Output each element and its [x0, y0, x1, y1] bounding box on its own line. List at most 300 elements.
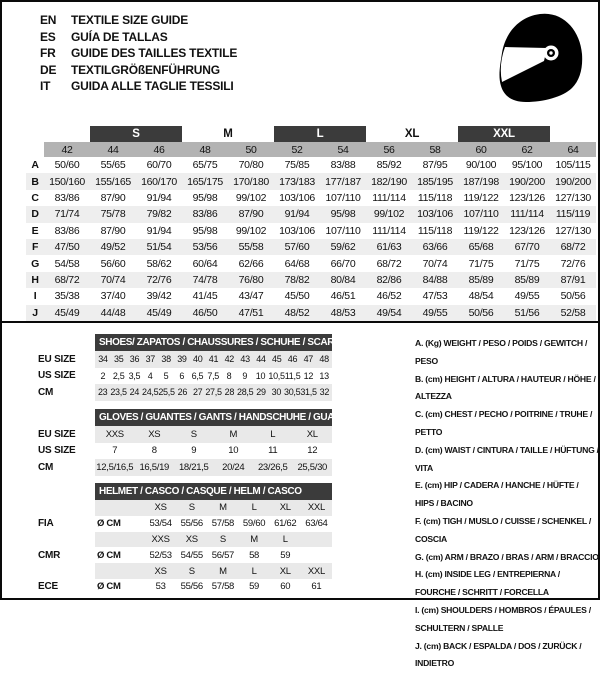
- shoes-row: [38, 368, 332, 385]
- language-title: TEXTILE SIZE GUIDE: [71, 13, 189, 27]
- textile-row-label: F: [31, 241, 39, 254]
- helmet-value: 54/55: [180, 549, 203, 561]
- shoes-value: 42: [224, 354, 234, 365]
- textile-row: [26, 206, 596, 222]
- textile-size: 42: [44, 142, 90, 157]
- legend-item: A. (Kg) WEIGHT / PESO / POIDS / GEWITCH / PESO: [415, 338, 588, 366]
- shoes-value: 36: [129, 354, 140, 365]
- textile-value: 56/60: [100, 257, 126, 270]
- shoes-row-label: EU SIZE: [38, 353, 76, 365]
- textile-value: 51/56: [514, 306, 540, 319]
- legend-item: G. (cm) ARM / BRAZO / BRAS / ARM / BRACCIO: [415, 551, 599, 562]
- legend-item: F. (cm) TIGH / MUSLO / CUISSE / SCHENKEL / COSCIA: [415, 515, 592, 544]
- shoes-value: 23,5: [110, 387, 127, 398]
- helmet-row-label-empty: [38, 563, 95, 579]
- textile-value: 64/68: [284, 257, 310, 270]
- textile-value: 99/102: [235, 191, 267, 204]
- shoes-cells: [95, 351, 332, 368]
- textile-value: 85/89: [468, 273, 494, 286]
- textile-value: 47/50: [54, 241, 80, 254]
- legend-item: I. (cm) SHOULDERS / HOMBROS / ÉPAULES / SCHULTERN / SPALLE: [415, 604, 591, 633]
- helmet-value: 53/54: [149, 518, 172, 530]
- language-title: TEXTILGRÖßENFÜHRUNG: [71, 62, 220, 77]
- textile-value: 127/130: [555, 191, 591, 204]
- textile-value: 95/98: [330, 208, 356, 221]
- shoes-value: 6,5: [191, 370, 204, 381]
- textile-value: 50/56: [560, 290, 586, 303]
- textile-size-group: XXL: [458, 126, 550, 142]
- shoes-value: 30,5: [284, 387, 301, 398]
- gloves-cells: [95, 443, 332, 460]
- helmet-size: L: [251, 565, 257, 577]
- textile-size: 58: [412, 142, 458, 157]
- textile-value: 65/68: [468, 241, 494, 254]
- textile-value: 127/130: [555, 224, 591, 237]
- helmet-title: HELMET / CASCO / CASQUE / HELM / CASCO: [99, 486, 302, 497]
- helmet-row-label-empty: [38, 532, 95, 548]
- textile-value: 103/106: [279, 224, 315, 237]
- textile-value: 59/62: [330, 241, 356, 254]
- helmet-values-cells: [95, 547, 332, 563]
- textile-row: [26, 223, 596, 239]
- shoes-row: [38, 351, 332, 368]
- textile-row-label: J: [32, 306, 38, 319]
- textile-value: 177/187: [325, 175, 361, 188]
- helmet-values-row: [38, 547, 332, 563]
- shoes-title-bar: [95, 334, 347, 351]
- helmet-size: M: [219, 502, 227, 514]
- textile-value: 107/110: [325, 191, 361, 204]
- textile-value: 50/60: [54, 159, 80, 172]
- textile-size: 46: [136, 142, 182, 157]
- textile-row-label: D: [31, 208, 39, 221]
- textile-value: 99/102: [235, 224, 267, 237]
- textile-size-table: [26, 126, 596, 321]
- textile-value: 84/88: [422, 273, 448, 286]
- textile-size: 50: [228, 142, 274, 157]
- helmet-table: [38, 483, 332, 595]
- gloves-value: 12: [307, 445, 318, 457]
- textile-value: 49/52: [100, 241, 126, 254]
- shoes-cells: [95, 368, 332, 385]
- textile-size: 60: [458, 142, 504, 157]
- textile-value: 53/56: [192, 241, 218, 254]
- helmet-values-row: [38, 579, 332, 595]
- legend-item: H. (cm) INSIDE LEG / ENTREPIERNA / FOURCHE / SCHRITT / FORCELLA: [415, 569, 560, 598]
- textile-value: 107/110: [325, 224, 361, 237]
- helmet-value: [301, 547, 332, 563]
- helmet-value: 53: [155, 581, 166, 593]
- helmet-value: 59: [280, 549, 291, 561]
- textile-value: 45/50: [284, 290, 310, 303]
- shoes-value: 27: [192, 387, 203, 398]
- language-row: [40, 45, 237, 62]
- textile-value: 68/72: [54, 273, 80, 286]
- shoes-value: 41: [208, 354, 219, 365]
- textile-value: 78/82: [284, 273, 310, 286]
- shoes-value: 24: [129, 387, 140, 398]
- language-title: GUÍA DE TALLAS: [71, 29, 168, 44]
- textile-value: 47/53: [422, 290, 448, 303]
- shoes-value: 4: [147, 370, 153, 381]
- textile-size: 48: [182, 142, 228, 157]
- textile-row: [26, 157, 596, 173]
- shoes-value: 29: [256, 387, 266, 398]
- helmet-unit-spacer: [95, 563, 145, 579]
- helmet-sizes-cells: [95, 532, 332, 548]
- shoes-title: SHOES/ ZAPATOS / CHAUSSURES / SCHUHE / SCARPE: [99, 337, 347, 348]
- helmet-value: 57/58: [211, 581, 235, 593]
- helmet-size: XXS: [151, 533, 170, 545]
- helmet-value: 61/62: [274, 518, 297, 530]
- textile-value: 49/55: [514, 290, 540, 303]
- textile-value: 39/42: [146, 290, 172, 303]
- helmet-value: 59/60: [242, 518, 266, 530]
- textile-row-label: I: [33, 290, 37, 303]
- textile-value: 83/86: [54, 191, 80, 204]
- textile-value: 190/200: [555, 175, 591, 188]
- textile-value: 46/51: [330, 290, 356, 303]
- language-code: DE: [40, 62, 57, 77]
- textile-value: 123/126: [509, 224, 545, 237]
- textile-value: 119/122: [463, 191, 499, 204]
- shoes-value: 45: [271, 354, 282, 365]
- helmet-sizes-cells: [95, 500, 332, 516]
- textile-row: [26, 305, 596, 321]
- textile-value: 111/114: [372, 191, 406, 204]
- helmet-size: XS: [154, 565, 167, 577]
- textile-value: 48/53: [330, 306, 356, 319]
- shoes-value: 8: [226, 370, 232, 381]
- shoes-value: 3,5: [128, 370, 141, 381]
- helmet-value: 55/56: [180, 581, 203, 593]
- textile-value: 75/78: [100, 208, 126, 221]
- gloves-table: [38, 409, 349, 476]
- textile-value: 150/160: [49, 175, 85, 188]
- shoes-value: 10: [255, 370, 266, 381]
- helmet-value: 63/64: [305, 518, 328, 530]
- textile-row-label: G: [31, 257, 39, 270]
- shoes-value: 44: [256, 354, 266, 365]
- helmet-standard-label: ECE: [38, 581, 58, 593]
- textile-value: 190/200: [509, 175, 545, 188]
- textile-value: 79/82: [146, 208, 172, 221]
- shoes-row: [38, 384, 332, 401]
- gloves-title-bar: [95, 409, 349, 426]
- textile-value: 46/50: [192, 306, 218, 319]
- textile-value: 67/70: [514, 241, 540, 254]
- textile-value: 71/74: [54, 208, 80, 221]
- helmet-size: S: [188, 565, 195, 577]
- shoes-value: 10,5: [268, 370, 285, 381]
- gloves-value: L: [270, 428, 276, 440]
- gloves-value: 8: [151, 445, 157, 457]
- gloves-value: M: [229, 428, 238, 440]
- textile-value: 55/65: [100, 159, 126, 172]
- legend-list: [415, 335, 599, 673]
- textile-value: 80/84: [330, 273, 356, 286]
- textile-value: 55/58: [238, 241, 264, 254]
- legend-item: J. (cm) BACK / ESPALDA / DOS / ZURÜCK / INDIETRO: [415, 640, 582, 669]
- gloves-title: GLOVES / GUANTES / GANTS / HANDSCHUHE / GUANTI: [99, 412, 349, 423]
- textile-value: 72/76: [560, 257, 586, 270]
- textile-value: 70/80: [238, 159, 264, 172]
- textile-row: [26, 190, 596, 206]
- textile-row: [26, 239, 596, 255]
- language-row: [40, 62, 237, 79]
- language-row: [40, 12, 237, 29]
- textile-row-label: C: [31, 191, 39, 204]
- textile-value: 91/94: [146, 224, 172, 237]
- textile-value: 48/54: [468, 290, 494, 303]
- textile-sizes-spacer: [26, 142, 44, 157]
- textile-value: 85/89: [514, 273, 540, 286]
- shoes-table: [38, 334, 347, 401]
- shoes-value: 40: [192, 354, 203, 365]
- shoes-value: 47: [303, 354, 313, 365]
- textile-row: [26, 288, 596, 304]
- textile-value: 82/86: [376, 273, 402, 286]
- textile-value: 111/114: [372, 224, 406, 237]
- textile-value: 87/90: [238, 208, 264, 221]
- textile-value: 60/64: [192, 257, 218, 270]
- helmet-size: XXL: [307, 565, 325, 577]
- textile-size: 64: [550, 142, 596, 157]
- language-code: IT: [40, 79, 51, 94]
- helmet-sizes-cells: [95, 563, 332, 579]
- textile-value: 99/102: [373, 208, 405, 221]
- shoes-value: 23: [97, 387, 108, 398]
- helmet-value: 61: [311, 581, 322, 593]
- diameter-unit-label: Ø CM: [97, 549, 121, 561]
- helmet-value: 56/57: [211, 549, 235, 561]
- gloves-row: [38, 459, 332, 476]
- textile-value: 70/74: [422, 257, 448, 270]
- textile-group-row: [26, 126, 596, 142]
- helmet-size: L: [251, 502, 257, 514]
- helmet-size: S: [219, 533, 226, 545]
- textile-row-label: B: [31, 175, 39, 188]
- shoes-value: 25,5: [158, 387, 175, 398]
- textile-value: 51/54: [146, 241, 172, 254]
- diameter-unit-label: Ø CM: [97, 518, 121, 530]
- diameter-unit-label: Ø CM: [97, 581, 121, 593]
- gloves-value: S: [190, 428, 197, 440]
- textile-value: 187/198: [463, 175, 499, 188]
- helmet-sizes-row: [38, 532, 332, 548]
- helmet-value: 57/58: [211, 518, 235, 530]
- textile-value: 87/90: [100, 224, 126, 237]
- textile-value: 185/195: [417, 175, 453, 188]
- helmet-icon: [488, 8, 588, 108]
- gloves-cells: [95, 426, 332, 443]
- textile-value: 91/94: [146, 191, 172, 204]
- helmet-size: M: [250, 533, 258, 545]
- shoes-value: 43: [240, 354, 250, 365]
- shoes-value: 5: [163, 370, 169, 381]
- gloves-value: 23/26,5: [257, 461, 288, 473]
- textile-value: 68/72: [376, 257, 402, 270]
- section-divider: [2, 321, 598, 323]
- textile-value: 70/74: [100, 273, 126, 286]
- legend-item: C. (cm) CHEST / PECHO / POITRINE / TRUHE / PETTO: [415, 409, 593, 437]
- gloves-row-label: CM: [38, 461, 54, 473]
- shoes-value: 28,5: [237, 387, 254, 398]
- textile-value: 91/94: [284, 208, 310, 221]
- textile-value: 83/86: [54, 224, 80, 237]
- textile-value: 115/118: [417, 224, 453, 237]
- textile-value: 119/122: [463, 224, 499, 237]
- textile-value: 45/49: [54, 306, 80, 319]
- helmet-sizes-row: [38, 500, 332, 516]
- textile-value: 49/54: [376, 306, 402, 319]
- language-code: EN: [40, 13, 57, 27]
- textile-size-group: S: [90, 126, 182, 142]
- shoes-value: 2,5: [112, 370, 125, 381]
- shoes-value: 24,5: [142, 387, 159, 398]
- textile-value: 123/126: [509, 191, 545, 204]
- helmet-size: M: [219, 565, 227, 577]
- gloves-value: 16,5/19: [139, 461, 170, 473]
- shoes-value: 28: [224, 387, 235, 398]
- gloves-value: 12,5/16,5: [96, 461, 134, 473]
- textile-value: 107/110: [463, 208, 499, 221]
- helmet-unit-spacer: [95, 532, 145, 548]
- helmet-value: 55/56: [180, 518, 203, 530]
- textile-value: 90/100: [465, 159, 497, 172]
- gloves-value: 9: [191, 445, 197, 457]
- textile-value: 75/85: [284, 159, 310, 172]
- gloves-value: XS: [148, 428, 161, 440]
- language-title: GUIDA ALLE TAGLIE TESSILI: [71, 79, 234, 94]
- helmet-sizes-row: [38, 563, 332, 579]
- shoes-value: 32: [319, 387, 330, 398]
- textile-value: 72/76: [146, 273, 172, 286]
- textile-row: [26, 255, 596, 271]
- textile-value: 103/106: [417, 208, 453, 221]
- shoes-value: 37: [145, 354, 155, 365]
- textile-size-group: M: [223, 128, 233, 140]
- textile-size: 62: [504, 142, 550, 157]
- language-title: GUIDE DES TAILLES TEXTILE: [71, 46, 238, 61]
- textile-value: 52/58: [560, 306, 586, 319]
- gloves-value: 25,5/30: [297, 461, 328, 473]
- textile-value: 66/70: [330, 257, 356, 270]
- textile-size: 52: [274, 142, 320, 157]
- legend-item: B. (cm) HEIGHT / ALTURA / HAUTEUR / HÖHE / ALTEZZA: [415, 373, 596, 402]
- shoes-cells: [95, 384, 332, 401]
- textile-value: 48/52: [284, 306, 310, 319]
- shoes-value: 13: [319, 370, 329, 381]
- gloves-cells: [95, 459, 332, 476]
- language-header: [40, 12, 237, 95]
- shoes-value: 39: [177, 354, 187, 365]
- helmet-body: [38, 500, 332, 595]
- textile-value: 95/98: [192, 191, 218, 204]
- textile-value: 173/183: [279, 175, 315, 188]
- textile-value: 111/114: [510, 208, 544, 221]
- textile-sizes-row: [26, 142, 596, 157]
- helmet-size: L: [282, 533, 288, 545]
- textile-value: 60/70: [146, 159, 172, 172]
- helmet-value: 58: [249, 549, 260, 561]
- textile-value: 37/40: [100, 290, 126, 303]
- gloves-row: [38, 426, 332, 443]
- gloves-value: 20/24: [222, 461, 245, 473]
- shoes-row-label: CM: [38, 386, 54, 398]
- helmet-value: 59: [249, 581, 260, 593]
- helmet-size: XS: [185, 533, 198, 545]
- textile-value: 61/63: [376, 241, 402, 254]
- helmet-title-bar: [95, 483, 332, 500]
- textile-value: 50/56: [468, 306, 494, 319]
- legend-item: D. (cm) WAIST / CINTURA / TAILLE / HÜFTUNG / VITA: [415, 444, 599, 473]
- textile-value: 65/75: [192, 159, 218, 172]
- textile-value: 95/98: [192, 224, 218, 237]
- textile-value: 71/75: [514, 257, 540, 270]
- gloves-row-label: US SIZE: [38, 445, 76, 457]
- textile-row: [26, 173, 596, 189]
- shoes-value: 11,5: [284, 370, 301, 381]
- textile-value: 71/75: [468, 257, 494, 270]
- gloves-value: XXS: [105, 428, 124, 440]
- gloves-row: [38, 443, 332, 460]
- textile-value: 63/66: [422, 241, 448, 254]
- textile-row-label: A: [31, 159, 39, 172]
- textile-value: 182/190: [371, 175, 407, 188]
- textile-value: 165/175: [187, 175, 223, 188]
- textile-size-group: L: [274, 126, 366, 142]
- helmet-values-cells: [95, 516, 332, 532]
- shoes-value: 38: [161, 354, 171, 365]
- shoes-value: 9: [242, 370, 248, 381]
- helmet-unit-spacer: [95, 500, 145, 516]
- textile-value: 43/47: [238, 290, 264, 303]
- shoes-value: 12: [303, 370, 314, 381]
- textile-value: 83/88: [330, 159, 356, 172]
- textile-value: 62/66: [238, 257, 264, 270]
- textile-value: 87/91: [560, 273, 586, 286]
- textile-size: 56: [366, 142, 412, 157]
- helmet-standard-label: FIA: [38, 518, 54, 530]
- textile-value: 155/165: [95, 175, 131, 188]
- textile-value: 46/52: [376, 290, 402, 303]
- textile-value: 103/106: [279, 191, 315, 204]
- shoes-value: 35: [113, 354, 124, 365]
- textile-value: 74/78: [192, 273, 218, 286]
- textile-value: 87/90: [100, 191, 126, 204]
- textile-row-label: H: [31, 273, 39, 286]
- textile-value: 44/48: [100, 306, 126, 319]
- gloves-body: [38, 426, 332, 476]
- textile-value: 41/45: [192, 290, 218, 303]
- shoes-value: 31,5: [300, 387, 317, 398]
- language-code: ES: [40, 29, 56, 44]
- helmet-row-label-empty: [38, 500, 95, 516]
- textile-value: 58/62: [146, 257, 172, 270]
- helmet-value: 60: [280, 581, 291, 593]
- gloves-value: XL: [306, 428, 318, 440]
- language-row: [40, 29, 237, 46]
- textile-size: 44: [90, 142, 136, 157]
- textile-value: 85/92: [376, 159, 402, 172]
- shoes-value: 46: [287, 354, 298, 365]
- textile-value: 68/72: [560, 241, 586, 254]
- shoes-value: 7,5: [207, 370, 220, 381]
- textile-size: 54: [320, 142, 366, 157]
- shoes-value: 2: [100, 370, 106, 381]
- helmet-size: XL: [279, 502, 291, 514]
